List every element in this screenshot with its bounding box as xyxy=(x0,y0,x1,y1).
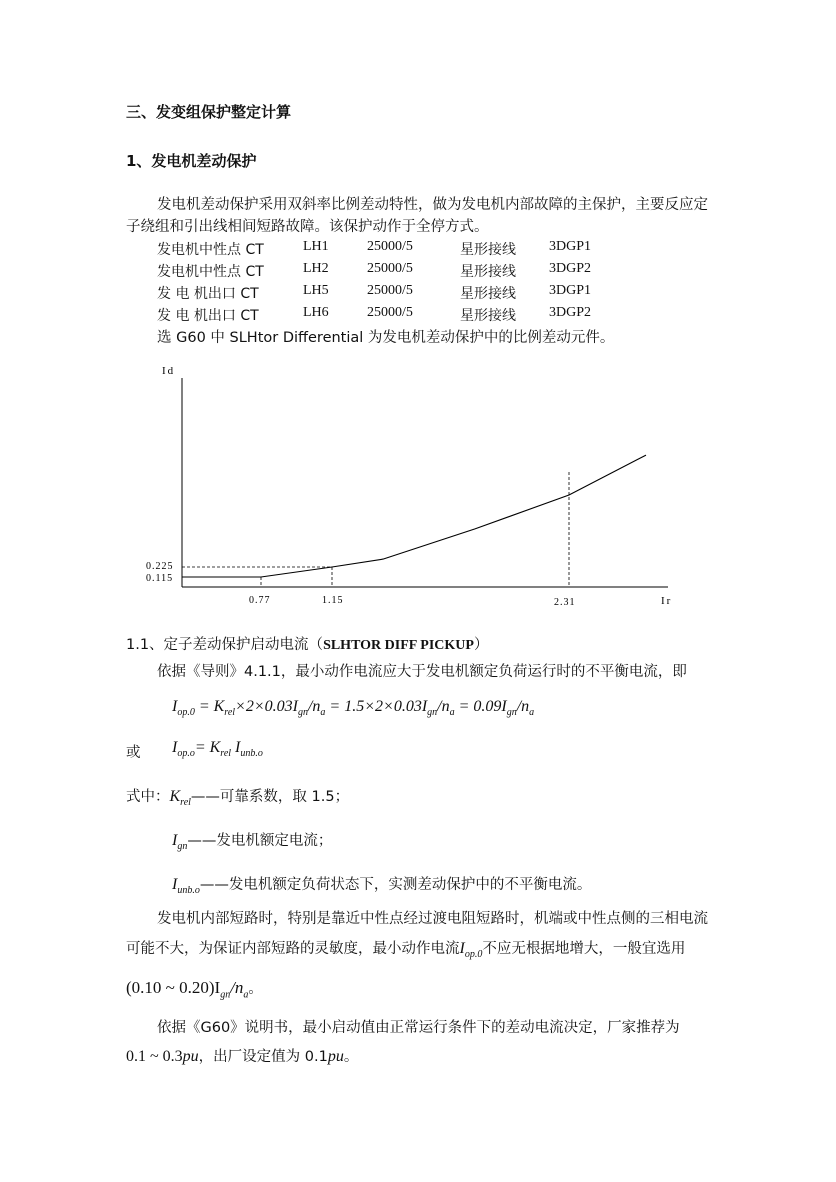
y-tick-label: 0.115 xyxy=(146,573,174,584)
eq-sub: gn xyxy=(427,707,438,719)
p3-line1: 依据《G60》说明书，最小启动值由正常运行条件下的差动电流决定，厂家推荐为 xyxy=(157,1020,680,1036)
krel-symbol: K xyxy=(169,788,181,805)
differential-characteristic-chart xyxy=(140,360,700,615)
eq-term: /n xyxy=(230,978,244,997)
x-tick-label: 1.15 xyxy=(322,595,344,606)
intro-line-1: 发电机差动保护采用双斜率比例差动特性，做为发电机内部故障的主保护，主要反应定 xyxy=(157,197,708,213)
iunb-definition xyxy=(172,873,591,896)
ct-wiring: 星形接线 xyxy=(460,308,516,324)
eq-term: ×2×0.03I xyxy=(235,698,298,715)
p3-pu: pu xyxy=(327,1048,344,1065)
eq-term: /n xyxy=(307,698,321,715)
p3-end: 。 xyxy=(343,1049,359,1065)
sec11-title-prefix: 1.1、定子差动保护启动电流（ xyxy=(126,637,324,653)
eq-sub: op.0 xyxy=(177,707,195,719)
eq-sub: gn xyxy=(506,707,517,719)
eq-term: = 0.09I xyxy=(454,698,507,715)
y-axis-label: Id xyxy=(162,365,176,377)
equation-2 xyxy=(172,739,263,759)
iunb-sub: unb.o xyxy=(177,884,200,896)
ct-id: LH5 xyxy=(303,283,329,298)
or-label: 或 xyxy=(126,745,141,761)
eq-term: /n xyxy=(437,698,450,715)
p3-pu: pu xyxy=(182,1048,199,1065)
eq-sub: a xyxy=(529,707,535,719)
ct-wiring: 星形接线 xyxy=(460,264,516,280)
p2-text: 不应无根据地增大，一般宜选用 xyxy=(482,941,686,957)
eq-sub: rel xyxy=(224,707,236,719)
eq-term: = K xyxy=(194,739,221,756)
ct-name: 发电机中性点 CT xyxy=(157,242,264,258)
eq-term: I xyxy=(172,739,178,756)
ign-symbol: I xyxy=(172,832,178,849)
ct-id: LH6 xyxy=(303,305,329,320)
eq-end: 。 xyxy=(248,981,263,997)
ct-ratio: 25000/5 xyxy=(367,305,413,320)
ct-wiring: 星形接线 xyxy=(460,286,516,302)
where-block xyxy=(126,785,349,808)
x-tick-label: 2.31 xyxy=(554,597,576,608)
p2-line1: 发电机内部短路时，特别是靠近中性点经过渡电阻短路时，机端或中性点侧的三相电流 xyxy=(157,911,708,927)
x-axis-label: Ir xyxy=(661,595,673,607)
p3-range: 0.1 ~ 0.3 xyxy=(126,1048,183,1065)
eq-sub: unb.o xyxy=(240,748,263,760)
intro-line-2: 子绕组和引出线相间短路故障。该保护动作于全停方式。 xyxy=(126,219,489,235)
where-label: 式中： xyxy=(126,789,170,805)
select-line: 选 G60 中 SLHtor Differential 为发电机差动保护中的比例差动元件。 xyxy=(157,330,615,346)
ct-device: 3DGP1 xyxy=(549,239,592,254)
ct-device: 3DGP1 xyxy=(549,283,592,298)
ct-ratio: 25000/5 xyxy=(367,239,413,254)
p2-line2 xyxy=(126,937,685,960)
ign-sub: gn xyxy=(177,840,188,852)
eq-term: = K xyxy=(194,698,225,715)
eq-sub: gn xyxy=(220,989,231,1001)
eq-term: I xyxy=(231,739,241,756)
ct-name: 发 电 机出口 CT xyxy=(157,308,259,324)
y-tick-label: 0.225 xyxy=(146,561,174,572)
subsection-title: 1、发电机差动保护 xyxy=(126,152,257,170)
ct-ratio: 25000/5 xyxy=(367,283,413,298)
ct-wiring: 星形接线 xyxy=(460,242,516,258)
eq-sub: a xyxy=(449,707,455,719)
equation-3 xyxy=(126,978,262,1000)
ign-definition xyxy=(172,829,332,852)
ign-text: ——发电机额定电流； xyxy=(187,833,333,849)
iunb-symbol: I xyxy=(172,876,178,893)
ct-name: 发 电 机出口 CT xyxy=(157,286,259,302)
eq-sub: gn xyxy=(297,707,308,719)
iunb-text: ——发电机额定负荷状态下，实测差动保护中的不平衡电流。 xyxy=(199,877,592,893)
ct-device: 3DGP2 xyxy=(549,261,592,276)
iop-symbol: I xyxy=(459,940,465,957)
krel-sub: rel xyxy=(180,796,191,808)
x-tick-label: 0.77 xyxy=(249,595,271,606)
eq-sub: a xyxy=(243,989,249,1001)
section-title: 三、发变组保护整定计算 xyxy=(126,103,292,121)
eq-term: = 1.5×2×0.03I xyxy=(325,698,428,715)
eq-sub: a xyxy=(320,707,326,719)
ct-name: 发电机中性点 CT xyxy=(157,264,264,280)
ct-device: 3DGP2 xyxy=(549,305,592,320)
ct-ratio: 25000/5 xyxy=(367,261,413,276)
eq-sub: rel xyxy=(220,748,232,760)
krel-text: ——可靠系数，取 1.5； xyxy=(190,789,350,805)
p2-text: 可能不大，为保证内部短路的灵敏度，最小动作电流 xyxy=(126,941,460,957)
ct-id: LH1 xyxy=(303,239,329,254)
characteristic-curve xyxy=(182,455,646,577)
ct-id: LH2 xyxy=(303,261,329,276)
eq-term: (0.10 ~ 0.20)I xyxy=(126,978,221,997)
p3-text: ，出厂设定值为 0.1 xyxy=(198,1049,328,1065)
sec11-title-suffix: ） xyxy=(473,637,489,653)
eq-sub: op.o xyxy=(177,748,195,760)
p3-line2 xyxy=(126,1045,358,1066)
eq-term: /n xyxy=(516,698,530,715)
equation-1 xyxy=(172,698,534,718)
sec11-title-bold: SLHTOR DIFF PICKUP xyxy=(323,638,474,653)
sec11-line1: 依据《导则》4.1.1，最小动作电流应大于发电机额定负荷运行时的不平衡电流，即 xyxy=(157,664,687,680)
sec11-title xyxy=(126,633,488,654)
eq-term: I xyxy=(172,698,178,715)
iop-sub: op.0 xyxy=(464,948,483,960)
